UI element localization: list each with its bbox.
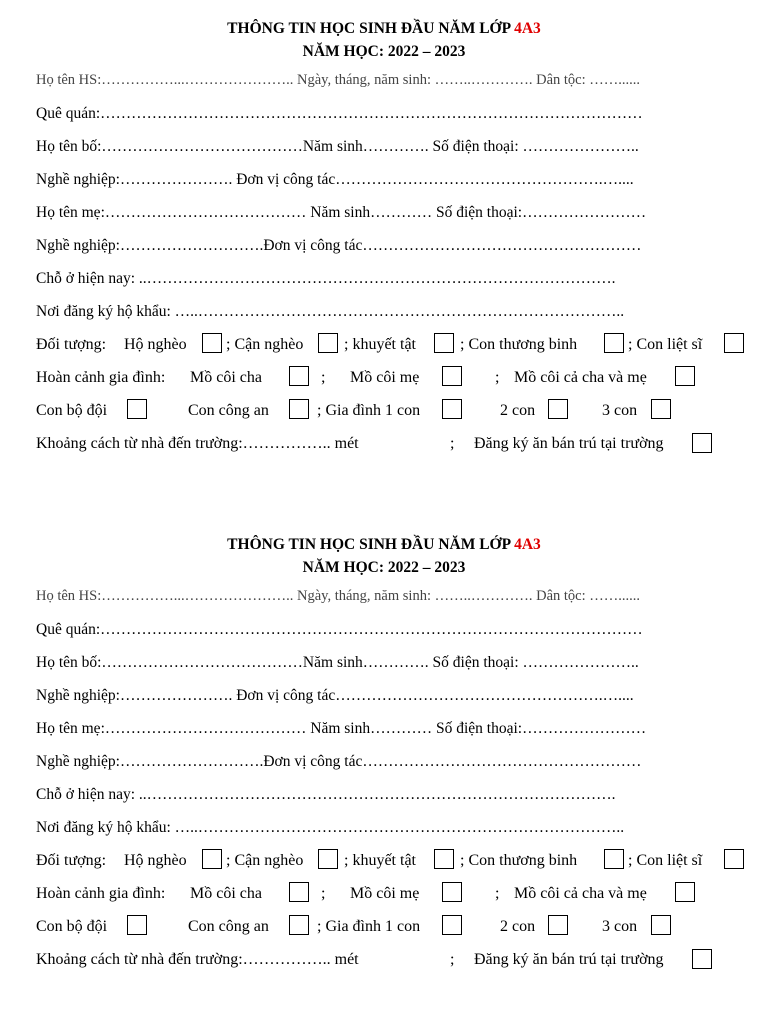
disabled-checkbox[interactable] [434, 333, 454, 353]
martyr-checkbox[interactable] [724, 333, 744, 353]
no-father-checkbox[interactable] [289, 882, 309, 902]
no-father-checkbox[interactable] [289, 366, 309, 386]
poor-checkbox[interactable] [202, 849, 222, 869]
no-parents-checkbox[interactable] [675, 366, 695, 386]
soldier-label: Con bộ đội [36, 402, 108, 419]
target-label: Đối tượng: [36, 336, 107, 353]
form-title [0, 536, 768, 554]
two-children-label: 2 con [500, 402, 536, 419]
distance-line: Khoảng cách từ nhà đến trường:…………….. mét [36, 435, 359, 452]
near-poor-checkbox[interactable] [318, 849, 338, 869]
school-year: NĂM HỌC: 2022 – 2023 [302, 559, 466, 576]
father-name-line: Họ tên bố:…………………………………Năm sinh…………. Số điện thoại: ………………….. [36, 654, 639, 671]
near-poor-label: ; Cận nghèo [226, 336, 304, 353]
no-mother-label: Mồ côi mẹ [350, 885, 420, 902]
poor-label: Hộ nghèo [124, 852, 187, 869]
boarding-label: Đăng ký ăn bán trú tại trường [474, 435, 664, 452]
near-poor-checkbox[interactable] [318, 333, 338, 353]
one-child-label: ; Gia đình 1 con [317, 402, 421, 419]
one-child-checkbox[interactable] [442, 399, 462, 419]
war-invalid-checkbox[interactable] [604, 849, 624, 869]
soldier-checkbox[interactable] [127, 399, 147, 419]
father-name-line: Họ tên bố:…………………………………Năm sinh…………. Số điện thoại: ………………….. [36, 138, 639, 155]
police-label: Con công an [188, 918, 269, 935]
poor-checkbox[interactable] [202, 333, 222, 353]
boarding-checkbox[interactable] [692, 433, 712, 453]
two-children-checkbox[interactable] [548, 399, 568, 419]
hometown-line: Quê quán:…………………………………………………………………………………………… [36, 105, 643, 122]
mother-name-line: Họ tên mẹ:………………………………… Năm sinh………… Số điện thoại:…………………… [36, 720, 647, 737]
soldier-label: Con bộ đội [36, 918, 108, 935]
separator: ; [321, 369, 326, 386]
three-children-label: 3 con [602, 402, 638, 419]
current-address-line: Chỗ ở hiện nay: ..………………………………………………………………………………. [36, 786, 616, 803]
near-poor-label: ; Cận nghèo [226, 852, 304, 869]
no-mother-label: Mồ côi mẹ [350, 369, 420, 386]
war-invalid-checkbox[interactable] [604, 333, 624, 353]
no-parents-label: Mồ côi cả cha và mẹ [514, 885, 647, 902]
separator: ; [495, 369, 500, 386]
mother-job-line: Nghề nghiệp:……………………….Đơn vị công tác……………………………………………… [36, 753, 642, 770]
no-parents-label: Mồ côi cả cha và mẹ [514, 369, 647, 386]
three-children-checkbox[interactable] [651, 399, 671, 419]
police-label: Con công an [188, 402, 269, 419]
two-children-checkbox[interactable] [548, 915, 568, 935]
mother-job-line: Nghề nghiệp:……………………….Đơn vị công tác……………………………………………… [36, 237, 642, 254]
boarding-checkbox[interactable] [692, 949, 712, 969]
police-checkbox[interactable] [289, 915, 309, 935]
three-children-checkbox[interactable] [651, 915, 671, 935]
separator: ; [450, 951, 455, 968]
soldier-checkbox[interactable] [127, 915, 147, 935]
mother-name-line: Họ tên mẹ:………………………………… Năm sinh………… Số điện thoại:…………………… [36, 204, 647, 221]
disabled-label: ; khuyết tật [344, 852, 416, 869]
school-year: NĂM HỌC: 2022 – 2023 [302, 43, 466, 60]
no-parents-checkbox[interactable] [675, 882, 695, 902]
disabled-label: ; khuyết tật [344, 336, 416, 353]
martyr-checkbox[interactable] [724, 849, 744, 869]
student-name-line: Họ tên HS:……………...………………….. Ngày, tháng, năm sinh: ……..…………. Dân tộc: ……...... [36, 72, 640, 88]
class-name: 4A3 [514, 20, 541, 37]
registered-address-line: Nơi đăng ký hộ khẩu: …..……………………………………………………………………….. [36, 819, 625, 836]
three-children-label: 3 con [602, 918, 638, 935]
poor-label: Hộ nghèo [124, 336, 187, 353]
police-checkbox[interactable] [289, 399, 309, 419]
separator: ; [321, 885, 326, 902]
class-name: 4A3 [514, 536, 541, 553]
current-address-line: Chỗ ở hiện nay: ..………………………………………………………………………………. [36, 270, 616, 287]
martyr-label: ; Con liệt sĩ [628, 336, 703, 353]
registered-address-line: Nơi đăng ký hộ khẩu: …..……………………………………………………………………….. [36, 303, 625, 320]
student-info-form-1 [0, 0, 768, 480]
no-father-label: Mồ côi cha [190, 885, 262, 902]
family-label: Hoàn cảnh gia đình: [36, 885, 166, 902]
student-name-line: Họ tên HS:……………...………………….. Ngày, tháng, năm sinh: ……..…………. Dân tộc: ……...... [36, 588, 640, 604]
war-invalid-label: ; Con thương binh [460, 852, 578, 869]
disabled-checkbox[interactable] [434, 849, 454, 869]
form-title-text: THÔNG TIN HỌC SINH ĐẦU NĂM LỚP [227, 536, 511, 553]
family-label: Hoàn cảnh gia đình: [36, 369, 166, 386]
two-children-label: 2 con [500, 918, 536, 935]
one-child-label: ; Gia đình 1 con [317, 918, 421, 935]
no-mother-checkbox[interactable] [442, 882, 462, 902]
boarding-label: Đăng ký ăn bán trú tại trường [474, 951, 664, 968]
father-job-line: Nghề nghiệp:…………………. Đơn vị công tác…………………………………………….….... [36, 171, 634, 188]
form-title-text: THÔNG TIN HỌC SINH ĐẦU NĂM LỚP [227, 20, 511, 37]
distance-line: Khoảng cách từ nhà đến trường:…………….. mét [36, 951, 359, 968]
separator: ; [450, 435, 455, 452]
target-label: Đối tượng: [36, 852, 107, 869]
form-title [0, 20, 768, 38]
war-invalid-label: ; Con thương binh [460, 336, 578, 353]
martyr-label: ; Con liệt sĩ [628, 852, 703, 869]
hometown-line: Quê quán:…………………………………………………………………………………………… [36, 621, 643, 638]
no-mother-checkbox[interactable] [442, 366, 462, 386]
no-father-label: Mồ côi cha [190, 369, 262, 386]
father-job-line: Nghề nghiệp:…………………. Đơn vị công tác…………………………………………….….... [36, 687, 634, 704]
one-child-checkbox[interactable] [442, 915, 462, 935]
student-info-form-2 [0, 516, 768, 996]
separator: ; [495, 885, 500, 902]
